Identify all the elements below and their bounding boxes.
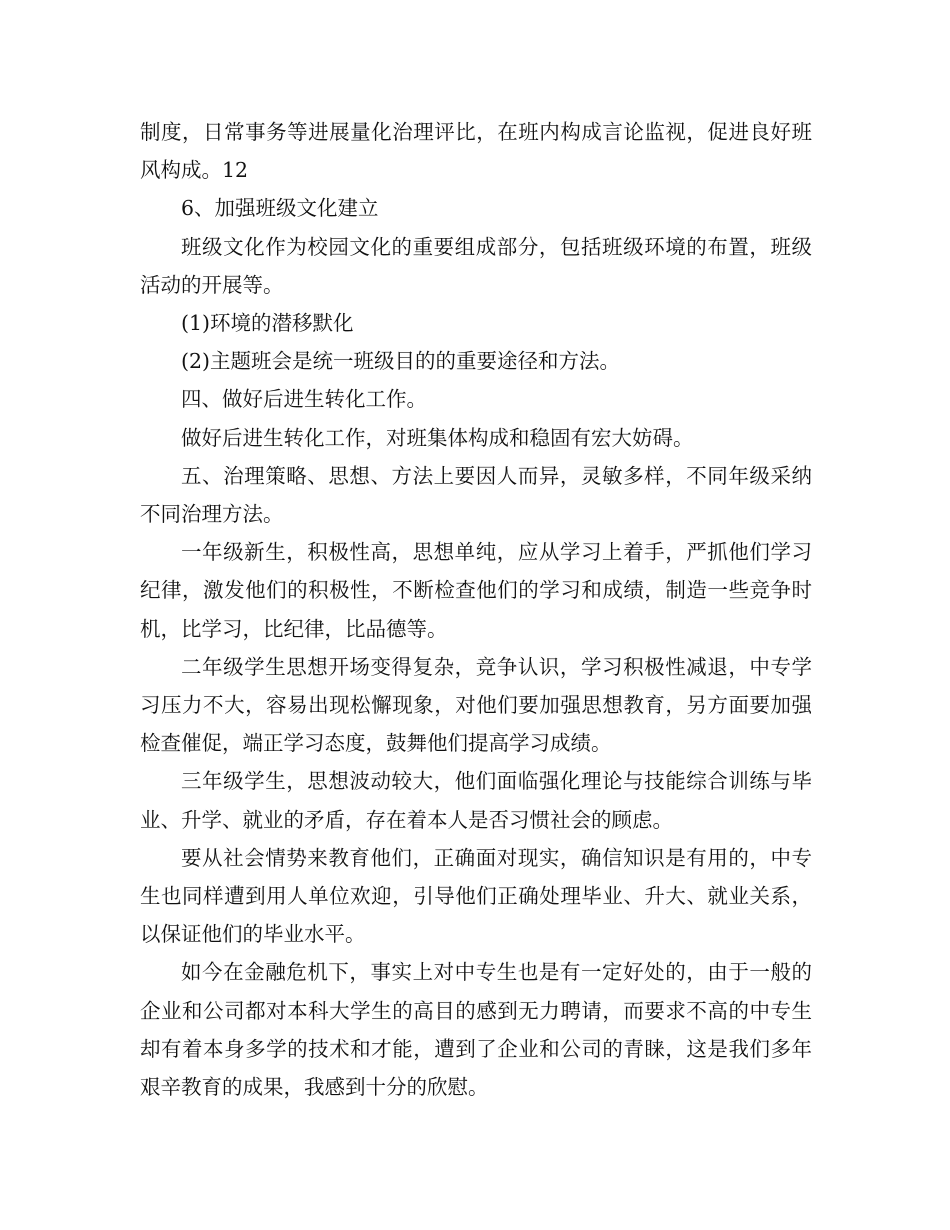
paragraph-4: (1)环境的潜移默化 [181,311,354,336]
paragraph-5: (2)主题班会是统一班级目的的重要途径和方法。 [181,349,621,374]
paragraph-2: 6、加强班级文化建立 [181,196,379,221]
paragraph-7: 做好后进生转化工作，对班集体构成和稳固有宏大妨碍。 [181,425,694,450]
paragraph-11: 三年级学生，思想波动较大，他们面临强化理论与技能综合训练与毕业、升学、就业的矛盾，存在着本人是否习惯社会的顾虑。 [140,769,812,832]
paragraph-9: 一年级新生，积极性高，思想单纯，应从学习上着手，严抓他们学习纪律，激发他们的积极性，不断检查他们的学习和成绩，制造一些竞争时机，比学习，比纪律，比品德等。 [140,540,812,641]
paragraph-8: 五、治理策略、思想、方法上要因人而异，灵敏多样，不同年级采纳不同治理方法。 [140,463,812,527]
paragraph-1: 制度，日常事务等进展量化治理评比，在班内构成言论监视，促进良好班风构成。12 [140,120,812,183]
document-body [140,113,812,1106]
paragraph-3: 班级文化作为校园文化的重要组成部分，包括班级环境的布置，班级活动的开展等。 [140,234,812,297]
paragraph-6: 四、做好后进生转化工作。 [181,387,427,412]
paragraph-10: 二年级学生思想开场变得复杂，竞争认识，学习积极性减退，中专学习压力不大，容易出现松懈现象，对他们要加强思想教育，另方面要加强检查催促，端正学习态度，鼓舞他们提高学习成绩。 [140,654,812,756]
paragraph-13: 如今在金融危机下，事实上对中专生也是有一定好处的，由于一般的企业和公司都对本科大学生的高目的感到无力聘请，而要求不高的中专生却有着本身多学的技术和才能，遭到了企业和公司的青睐，这是我们多年艰辛教育的成果，我感到十分的欣慰。 [140,960,812,1100]
paragraph-12: 要从社会情势来教育他们，正确面对现实，确信知识是有用的，中专生也同样遭到用人单位欢迎，引导他们正确处理毕业、升大、就业关系，以保证他们的毕业水平。 [140,845,812,947]
